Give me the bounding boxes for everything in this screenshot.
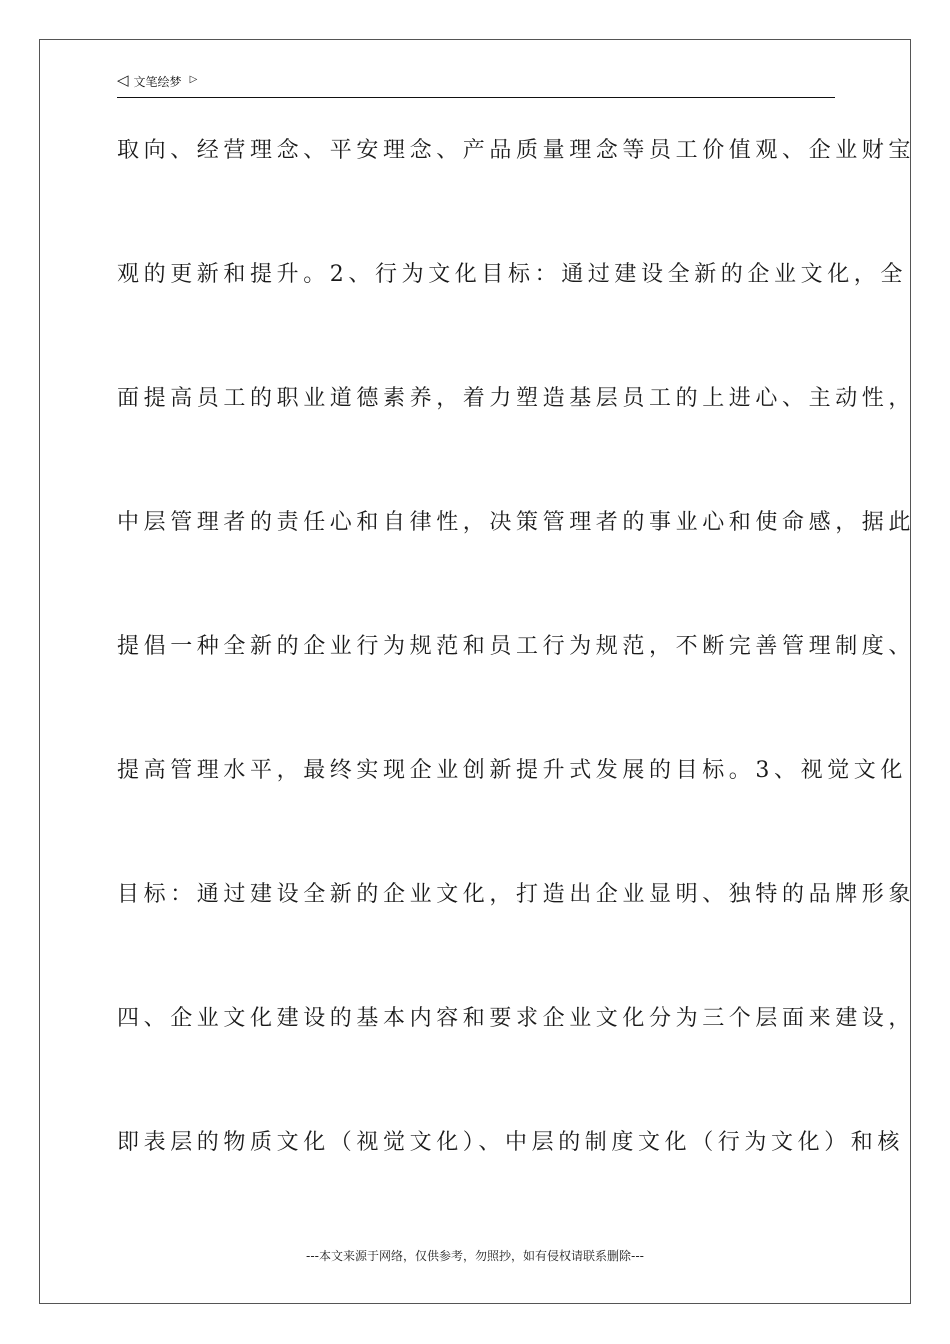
document-body	[117, 130, 916, 1246]
text-line: 观的更新和提升。2、行为文化目标：通过建设全新的企业文化，全	[117, 262, 907, 287]
text-line: 面提高员工的职业道德素养，着力塑造基层员工的上进心、主动性，	[117, 386, 916, 411]
text-line: 取向、经营理念、平安理念、产品质量理念等员工价值观、企业财宝	[117, 138, 916, 163]
text-line: 提倡一种全新的企业行为规范和员工行为规范，不断完善管理制度、	[117, 634, 916, 659]
text-line: 四、企业文化建设的基本内容和要求企业文化分为三个层面来建设，	[117, 1006, 916, 1031]
text-line: 中层管理者的责任心和自律性，决策管理者的事业心和使命感，据此	[117, 510, 916, 535]
text-line: 提高管理水平，最终实现企业创新提升式发展的目标。3、视觉文化	[117, 758, 907, 783]
text-line: 目标：通过建设全新的企业文化，打造出企业显明、独特的品牌形象	[117, 882, 916, 907]
next-arrow-icon[interactable]: ▷	[189, 74, 198, 85]
previous-arrow-icon[interactable]: ◁	[117, 71, 129, 89]
header-title: 文笔绘梦	[133, 75, 182, 89]
text-line: 即表层的物质文化（视觉文化）、中层的制度文化（行为文化）和核	[117, 1130, 905, 1155]
page-footer: ---本文来源于网络，仅供参考，勿照抄，如有侵权请联系删除---	[306, 1249, 644, 1263]
page-header	[117, 72, 835, 98]
